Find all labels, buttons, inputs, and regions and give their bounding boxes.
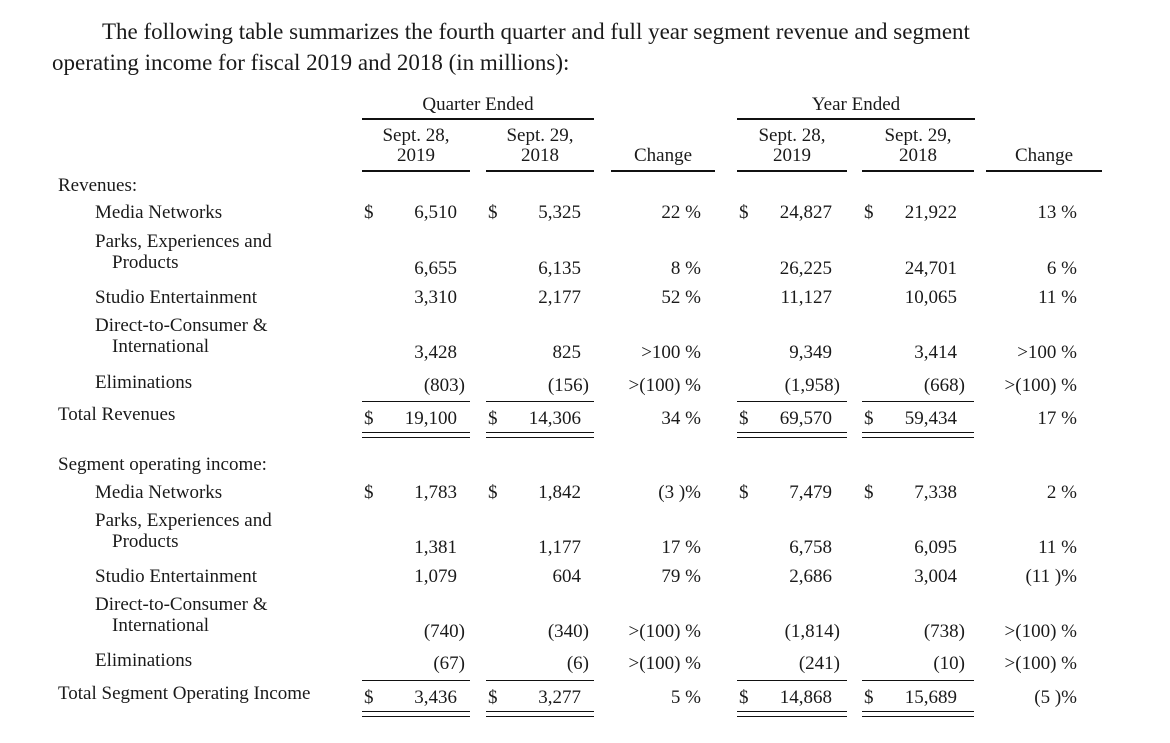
cell-q-change: (3 )% (658, 482, 701, 503)
total-double-rule (862, 432, 974, 438)
header-rule (611, 170, 715, 172)
row-label: Parks, Experiences and (95, 231, 272, 252)
cell-y-2019: (1,958) (784, 375, 840, 396)
currency-symbol: $ (864, 202, 874, 223)
currency-symbol: $ (864, 482, 874, 503)
col-header-q-2018-year: 2018 (521, 145, 559, 166)
cell-q-2019: 6,510 (414, 202, 457, 223)
cell-q-2018: (156) (547, 375, 589, 396)
total-double-rule (362, 432, 470, 438)
cell-y-2018: (738) (923, 621, 965, 642)
currency-symbol: $ (488, 202, 498, 223)
cell-y-2019: 7,479 (789, 482, 832, 503)
currency-symbol: $ (364, 687, 374, 708)
cell-y-2019: 11,127 (780, 287, 832, 308)
header-rule (486, 170, 594, 172)
cell-y-2019: 6,758 (789, 537, 832, 558)
cell-q-change: 52 % (661, 287, 701, 308)
col-header-y-2019-year: 2019 (773, 145, 811, 166)
col-header-y-2019 (737, 126, 847, 166)
col-header-y-2018-year: 2018 (899, 145, 937, 166)
col-header-q-2018-date: Sept. 29, (506, 125, 574, 146)
total-y-2018: 15,689 (904, 687, 957, 708)
cell-q-change: 8 % (670, 258, 701, 279)
currency-symbol: $ (364, 482, 374, 503)
total-double-rule (362, 711, 470, 717)
row-label: Parks, Experiences and (95, 510, 272, 531)
cell-y-2019: 24,827 (779, 202, 832, 223)
total-double-rule (486, 711, 594, 717)
intro-line-1: The following table summarizes the fourth quarter and full year segment revenue and segment (102, 19, 970, 44)
cell-q-change: >(100) % (628, 621, 701, 642)
cell-q-2019: (740) (423, 621, 465, 642)
subtotal-rule (737, 680, 847, 681)
cell-y-2018: 10,065 (904, 287, 957, 308)
cell-q-2019: (67) (433, 653, 465, 674)
subtotal-rule (362, 680, 470, 681)
col-header-q-2018 (486, 126, 594, 166)
total-y-change: (5 )% (1034, 687, 1077, 708)
header-rule (862, 170, 974, 172)
cell-q-2018: 6,135 (538, 258, 581, 279)
cell-q-change: 79 % (661, 566, 701, 587)
cell-q-2018: 2,177 (538, 287, 581, 308)
currency-symbol: $ (739, 482, 749, 503)
row-label: Media Networks (95, 202, 223, 223)
intro-line-2: operating income for fiscal 2019 and 2018 (in millions): (52, 50, 570, 75)
cell-y-change: 6 % (1046, 258, 1077, 279)
row-label: Eliminations (95, 372, 193, 393)
cell-q-change: 22 % (661, 202, 701, 223)
cell-y-2018: 3,414 (914, 342, 957, 363)
row-label-continued: Products (112, 531, 179, 552)
intro-paragraph (52, 16, 1132, 78)
subtotal-rule (486, 401, 594, 402)
currency-symbol: $ (364, 408, 374, 429)
cell-q-change: 17 % (661, 537, 701, 558)
row-label: Direct-to-Consumer & (95, 594, 268, 615)
cell-q-2018: (6) (566, 653, 589, 674)
cell-q-2019: 6,655 (414, 258, 457, 279)
cell-q-2019: 1,079 (414, 566, 457, 587)
cell-q-2019: 1,381 (414, 537, 457, 558)
cell-y-2019: (241) (798, 653, 840, 674)
row-label-continued: Products (112, 252, 179, 273)
cell-q-2019: 3,310 (414, 287, 457, 308)
cell-q-change: >100 % (641, 342, 701, 363)
total-double-rule (737, 711, 847, 717)
cell-q-2018: 604 (552, 566, 581, 587)
quarter-ended-rule (362, 118, 594, 120)
revenues-section-title: Revenues: (58, 175, 138, 196)
cell-y-2019: 2,686 (789, 566, 832, 587)
cell-y-change: >(100) % (1004, 375, 1077, 396)
total-y-2019: 14,868 (779, 687, 832, 708)
cell-q-change: >(100) % (628, 375, 701, 396)
row-label: Media Networks (95, 482, 223, 503)
currency-symbol: $ (739, 202, 749, 223)
currency-symbol: $ (364, 202, 374, 223)
currency-symbol: $ (739, 687, 749, 708)
total-q-2018: 3,277 (538, 687, 581, 708)
year-ended-rule (737, 118, 975, 120)
currency-symbol: $ (488, 687, 498, 708)
year-ended-header: Year Ended (811, 94, 901, 115)
total-revenues-label: Total Revenues (58, 404, 176, 425)
cell-q-2018: (340) (547, 621, 589, 642)
cell-y-change: 11 % (1038, 537, 1077, 558)
currency-symbol: $ (488, 408, 498, 429)
currency-symbol: $ (488, 482, 498, 503)
col-header-q-2019-date: Sept. 28, (382, 125, 450, 146)
cell-q-change: >(100) % (628, 653, 701, 674)
cell-y-2018: 24,701 (904, 258, 957, 279)
subtotal-rule (862, 401, 974, 402)
header-rule (362, 170, 470, 172)
cell-y-change: (11 )% (1025, 566, 1077, 587)
total-y-2018: 59,434 (904, 408, 957, 429)
col-header-y-2019-date: Sept. 28, (758, 125, 826, 146)
row-label-continued: International (112, 336, 210, 357)
subtotal-rule (737, 401, 847, 402)
total-q-change: 34 % (661, 408, 701, 429)
total-income-label: Total Segment Operating Income (58, 683, 311, 704)
row-label: Studio Entertainment (95, 287, 258, 308)
cell-y-2018: 7,338 (914, 482, 957, 503)
col-header-q-2019-year: 2019 (397, 145, 435, 166)
col-header-y-change: Change (1014, 145, 1074, 166)
total-q-2019: 3,436 (414, 687, 457, 708)
row-label-continued: International (112, 615, 210, 636)
cell-y-2019: 9,349 (789, 342, 832, 363)
total-y-2019: 69,570 (779, 408, 832, 429)
cell-y-2018: (10) (933, 653, 965, 674)
total-y-change: 17 % (1037, 408, 1077, 429)
subtotal-rule (486, 680, 594, 681)
col-header-q-2019 (362, 126, 470, 166)
cell-q-2018: 5,325 (538, 202, 581, 223)
cell-q-2019: (803) (423, 375, 465, 396)
cell-y-2018: 6,095 (914, 537, 957, 558)
cell-q-2019: 3,428 (414, 342, 457, 363)
total-double-rule (486, 432, 594, 438)
cell-q-2018: 825 (552, 342, 581, 363)
quarter-ended-header: Quarter Ended (422, 94, 534, 115)
cell-y-change: >100 % (1017, 342, 1077, 363)
cell-y-2018: 21,922 (904, 202, 957, 223)
currency-symbol: $ (864, 687, 874, 708)
subtotal-rule (362, 401, 470, 402)
cell-y-change: >(100) % (1004, 621, 1077, 642)
cell-q-2019: 1,783 (414, 482, 457, 503)
income-section-title: Segment operating income: (58, 454, 267, 475)
col-header-q-change: Change (633, 145, 693, 166)
subtotal-rule (862, 680, 974, 681)
cell-y-change: 11 % (1038, 287, 1077, 308)
row-label: Studio Entertainment (95, 566, 258, 587)
total-double-rule (737, 432, 847, 438)
total-q-2019: 19,100 (404, 408, 457, 429)
cell-y-2019: (1,814) (784, 621, 840, 642)
cell-y-change: 2 % (1046, 482, 1077, 503)
row-label: Eliminations (95, 650, 193, 671)
header-rule (737, 170, 847, 172)
cell-y-2018: 3,004 (914, 566, 957, 587)
currency-symbol: $ (739, 408, 749, 429)
cell-q-2018: 1,177 (538, 537, 581, 558)
total-double-rule (862, 711, 974, 717)
cell-y-change: >(100) % (1004, 653, 1077, 674)
cell-y-change: 13 % (1037, 202, 1077, 223)
total-q-change: 5 % (670, 687, 701, 708)
header-rule (986, 170, 1102, 172)
col-header-y-2018 (862, 126, 974, 166)
cell-y-2019: 26,225 (779, 258, 832, 279)
cell-y-2018: (668) (923, 375, 965, 396)
currency-symbol: $ (864, 408, 874, 429)
row-label: Direct-to-Consumer & (95, 315, 268, 336)
cell-q-2018: 1,842 (538, 482, 581, 503)
total-q-2018: 14,306 (528, 408, 581, 429)
col-header-y-2018-date: Sept. 29, (884, 125, 952, 146)
